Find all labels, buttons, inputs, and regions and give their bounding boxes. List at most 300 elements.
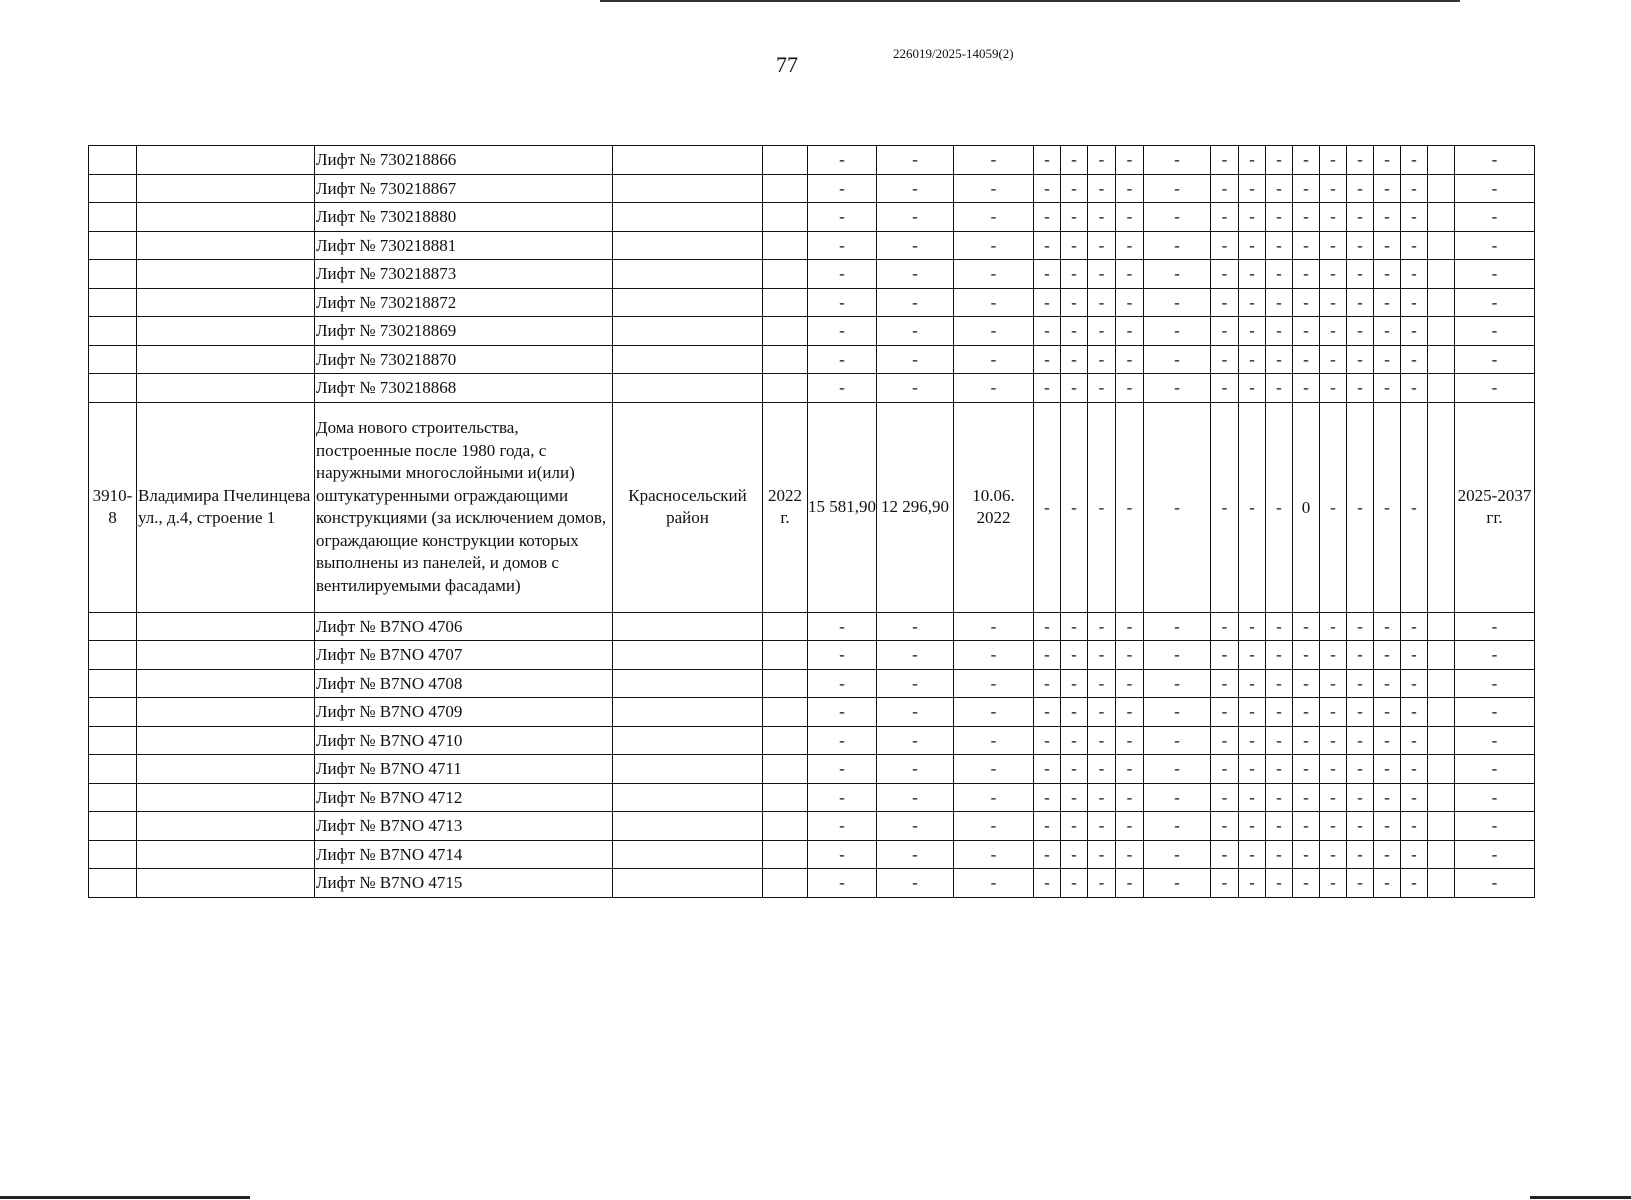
table-cell: - bbox=[808, 146, 877, 175]
table-cell bbox=[1428, 203, 1455, 232]
table-cell: - bbox=[1116, 698, 1144, 727]
table-cell: - bbox=[1144, 669, 1211, 698]
table-cell bbox=[613, 726, 763, 755]
table-cell: - bbox=[1061, 698, 1088, 727]
table-cell: - bbox=[1266, 612, 1293, 641]
table-cell: - bbox=[1088, 612, 1116, 641]
table-cell bbox=[763, 174, 808, 203]
table-cell: - bbox=[1347, 783, 1374, 812]
table-cell: - bbox=[1116, 374, 1144, 403]
table-cell bbox=[89, 755, 137, 784]
table-cell bbox=[1428, 840, 1455, 869]
table-cell bbox=[89, 641, 137, 670]
table-cell: - bbox=[877, 812, 954, 841]
table-cell: - bbox=[1034, 374, 1061, 403]
table-cell: - bbox=[808, 698, 877, 727]
table-cell: - bbox=[877, 755, 954, 784]
table-cell: - bbox=[954, 783, 1034, 812]
object-district: Красносельский район bbox=[613, 402, 763, 612]
table-cell: - bbox=[1088, 174, 1116, 203]
table-cell: - bbox=[1211, 402, 1239, 612]
table-cell bbox=[1428, 612, 1455, 641]
table-cell: - bbox=[1144, 840, 1211, 869]
table-cell bbox=[137, 231, 315, 260]
table-cell: - bbox=[1293, 840, 1320, 869]
table-cell: - bbox=[1144, 260, 1211, 289]
table-cell: - bbox=[1455, 755, 1535, 784]
table-cell: - bbox=[1347, 669, 1374, 698]
table-cell: - bbox=[1144, 783, 1211, 812]
table-cell bbox=[613, 345, 763, 374]
table-cell bbox=[613, 840, 763, 869]
table-cell: - bbox=[1116, 812, 1144, 841]
table-cell: - bbox=[1088, 231, 1116, 260]
table-cell bbox=[613, 203, 763, 232]
table-cell: - bbox=[1116, 146, 1144, 175]
table-cell bbox=[89, 812, 137, 841]
object-year: 2022 г. bbox=[763, 402, 808, 612]
table-cell: - bbox=[1320, 641, 1347, 670]
table-cell: - bbox=[1293, 146, 1320, 175]
table-cell bbox=[89, 612, 137, 641]
table-cell bbox=[137, 374, 315, 403]
table-cell: - bbox=[1293, 288, 1320, 317]
table-cell: - bbox=[877, 840, 954, 869]
table-cell: - bbox=[1293, 317, 1320, 346]
table-cell: - bbox=[1293, 345, 1320, 374]
table-row bbox=[89, 641, 1535, 670]
table-cell: - bbox=[1293, 698, 1320, 727]
table-cell: - bbox=[1144, 231, 1211, 260]
table-cell bbox=[137, 317, 315, 346]
table-cell bbox=[89, 374, 137, 403]
table-cell: - bbox=[1455, 288, 1535, 317]
document-number: 226019/2025-14059(2) bbox=[893, 46, 1014, 61]
table-cell: - bbox=[1088, 203, 1116, 232]
table-cell: - bbox=[1293, 669, 1320, 698]
table-cell: - bbox=[1061, 345, 1088, 374]
table-cell bbox=[763, 374, 808, 403]
table-cell bbox=[89, 783, 137, 812]
object-area-living: 12 296,90 bbox=[877, 402, 954, 612]
table-cell: - bbox=[1144, 402, 1211, 612]
lift-label: Лифт № B7NO 4712 bbox=[315, 783, 613, 812]
table-cell: - bbox=[877, 345, 954, 374]
table-cell: - bbox=[1455, 203, 1535, 232]
table-cell bbox=[137, 840, 315, 869]
table-cell: - bbox=[1239, 288, 1266, 317]
table-cell: - bbox=[877, 146, 954, 175]
table-cell: - bbox=[808, 812, 877, 841]
table-cell: - bbox=[1211, 612, 1239, 641]
table-cell: - bbox=[1034, 317, 1061, 346]
table-cell: - bbox=[1374, 146, 1401, 175]
lift-label: Лифт № B7NO 4715 bbox=[315, 869, 613, 898]
table-cell: - bbox=[1144, 698, 1211, 727]
table-cell: - bbox=[1116, 402, 1144, 612]
table-row bbox=[89, 783, 1535, 812]
table-cell: - bbox=[1116, 726, 1144, 755]
table-cell: - bbox=[1401, 641, 1428, 670]
table-cell bbox=[137, 755, 315, 784]
table-cell: - bbox=[1239, 869, 1266, 898]
table-cell: - bbox=[1401, 840, 1428, 869]
table-cell: - bbox=[1401, 812, 1428, 841]
lift-label: Лифт № 730218872 bbox=[315, 288, 613, 317]
table-row bbox=[89, 260, 1535, 289]
table-cell bbox=[763, 755, 808, 784]
table-cell: - bbox=[954, 146, 1034, 175]
lift-label: Лифт № B7NO 4714 bbox=[315, 840, 613, 869]
table-cell: - bbox=[1088, 345, 1116, 374]
table-cell: - bbox=[1293, 812, 1320, 841]
table-cell: - bbox=[1266, 260, 1293, 289]
table-cell bbox=[1428, 260, 1455, 289]
table-cell bbox=[1428, 869, 1455, 898]
table-cell: - bbox=[1061, 612, 1088, 641]
table-cell: - bbox=[877, 726, 954, 755]
table-cell: - bbox=[1347, 402, 1374, 612]
table-cell: - bbox=[877, 231, 954, 260]
table-cell bbox=[613, 612, 763, 641]
table-cell: - bbox=[1239, 698, 1266, 727]
table-cell: - bbox=[1374, 203, 1401, 232]
table-cell: - bbox=[1401, 260, 1428, 289]
table-cell: - bbox=[1374, 869, 1401, 898]
table-cell: - bbox=[1266, 345, 1293, 374]
table-cell: - bbox=[1401, 374, 1428, 403]
table-cell: - bbox=[1374, 698, 1401, 727]
table-cell: - bbox=[1088, 146, 1116, 175]
table-cell: - bbox=[1347, 869, 1374, 898]
table-cell bbox=[89, 203, 137, 232]
table-row bbox=[89, 698, 1535, 727]
table-cell bbox=[89, 345, 137, 374]
table-cell: - bbox=[808, 203, 877, 232]
table-cell: - bbox=[1144, 203, 1211, 232]
table-cell: - bbox=[1401, 345, 1428, 374]
table-cell: - bbox=[1374, 374, 1401, 403]
table-cell: - bbox=[1455, 698, 1535, 727]
table-cell bbox=[613, 260, 763, 289]
table-cell: - bbox=[1401, 669, 1428, 698]
table-cell bbox=[89, 231, 137, 260]
table-cell: - bbox=[1455, 374, 1535, 403]
table-cell bbox=[1428, 641, 1455, 670]
table-cell: - bbox=[1144, 755, 1211, 784]
table-cell: - bbox=[1034, 174, 1061, 203]
table-cell: - bbox=[1061, 317, 1088, 346]
table-cell: - bbox=[1455, 317, 1535, 346]
table-cell: - bbox=[1320, 869, 1347, 898]
lift-label: Лифт № 730218868 bbox=[315, 374, 613, 403]
lift-label: Лифт № 730218869 bbox=[315, 317, 613, 346]
table-cell: - bbox=[1455, 612, 1535, 641]
table-cell: - bbox=[1266, 755, 1293, 784]
table-cell: - bbox=[1211, 812, 1239, 841]
lift-label: Лифт № B7NO 4706 bbox=[315, 612, 613, 641]
table-cell: - bbox=[1144, 612, 1211, 641]
table-cell: - bbox=[1347, 641, 1374, 670]
table-cell: - bbox=[808, 755, 877, 784]
table-cell: - bbox=[1061, 231, 1088, 260]
table-cell: - bbox=[954, 840, 1034, 869]
table-row bbox=[89, 174, 1535, 203]
table-cell: - bbox=[954, 669, 1034, 698]
table-cell bbox=[137, 612, 315, 641]
table-cell bbox=[1428, 755, 1455, 784]
table-cell: - bbox=[1455, 726, 1535, 755]
table-cell: - bbox=[954, 726, 1034, 755]
table-cell bbox=[89, 669, 137, 698]
table-cell: - bbox=[1239, 612, 1266, 641]
table-cell: - bbox=[1088, 669, 1116, 698]
table-cell: - bbox=[1034, 840, 1061, 869]
table-cell: - bbox=[808, 345, 877, 374]
table-cell: - bbox=[1374, 174, 1401, 203]
table-cell: - bbox=[1293, 203, 1320, 232]
table-cell: - bbox=[1374, 317, 1401, 346]
table-cell: - bbox=[1293, 641, 1320, 670]
table-cell bbox=[89, 726, 137, 755]
table-cell: - bbox=[954, 869, 1034, 898]
table-cell: - bbox=[1239, 317, 1266, 346]
table-cell: - bbox=[1211, 869, 1239, 898]
page-number: 77 bbox=[776, 52, 798, 77]
table-cell: - bbox=[1320, 374, 1347, 403]
table-cell: - bbox=[1211, 317, 1239, 346]
table-cell bbox=[89, 840, 137, 869]
table-cell: - bbox=[1061, 260, 1088, 289]
table-cell: - bbox=[1374, 345, 1401, 374]
table-cell: - bbox=[1401, 174, 1428, 203]
table-cell: - bbox=[1401, 288, 1428, 317]
table-cell bbox=[763, 726, 808, 755]
lift-label: Лифт № B7NO 4711 bbox=[315, 755, 613, 784]
table-cell: - bbox=[1401, 783, 1428, 812]
table-cell: - bbox=[1088, 869, 1116, 898]
table-cell bbox=[137, 260, 315, 289]
table-cell: - bbox=[1116, 612, 1144, 641]
table-cell bbox=[613, 231, 763, 260]
table-cell: - bbox=[1061, 669, 1088, 698]
table-cell: - bbox=[1347, 698, 1374, 727]
table-cell bbox=[763, 812, 808, 841]
table-row bbox=[89, 612, 1535, 641]
table-cell: - bbox=[1320, 231, 1347, 260]
table-cell: - bbox=[1088, 288, 1116, 317]
lift-label: Лифт № B7NO 4707 bbox=[315, 641, 613, 670]
table-cell: - bbox=[1374, 812, 1401, 841]
table-cell: - bbox=[1266, 669, 1293, 698]
lift-label: Лифт № 730218870 bbox=[315, 345, 613, 374]
table-cell bbox=[89, 146, 137, 175]
table-cell bbox=[1428, 317, 1455, 346]
table-cell: - bbox=[1320, 174, 1347, 203]
table-cell: - bbox=[1455, 345, 1535, 374]
table-cell bbox=[613, 755, 763, 784]
table-cell: - bbox=[1266, 641, 1293, 670]
table-cell: - bbox=[954, 231, 1034, 260]
table-cell bbox=[89, 869, 137, 898]
table-cell: - bbox=[1061, 755, 1088, 784]
table-cell: - bbox=[1266, 840, 1293, 869]
table-cell bbox=[137, 174, 315, 203]
table-cell: - bbox=[808, 317, 877, 346]
table-cell: - bbox=[1374, 755, 1401, 784]
table-cell: - bbox=[1116, 260, 1144, 289]
table-cell: - bbox=[1211, 641, 1239, 670]
table-cell bbox=[1428, 698, 1455, 727]
table-cell bbox=[1428, 726, 1455, 755]
table-cell: - bbox=[1088, 812, 1116, 841]
table-cell: - bbox=[1401, 726, 1428, 755]
table-cell: - bbox=[1144, 317, 1211, 346]
table-cell: - bbox=[954, 374, 1034, 403]
object-address: Владимира Пчелинцева ул., д.4, строение 1 bbox=[137, 402, 315, 612]
table-cell: - bbox=[1401, 203, 1428, 232]
object-description: Дома нового строительства, построенные после 1980 года, с наружными многослойными и(или) оштукатуренными ограждающими конструкциями (за исключением домов, ограждающие конструкции которых выполнены из панелей, и домов с вентилируемыми фасадами) bbox=[315, 402, 613, 612]
table-cell: - bbox=[1374, 260, 1401, 289]
table-row bbox=[89, 203, 1535, 232]
table-cell: - bbox=[1211, 840, 1239, 869]
table-cell: - bbox=[954, 755, 1034, 784]
table-cell: - bbox=[808, 869, 877, 898]
table-cell bbox=[763, 231, 808, 260]
table-cell: - bbox=[1347, 345, 1374, 374]
lift-label: Лифт № 730218873 bbox=[315, 260, 613, 289]
table-cell: - bbox=[1116, 317, 1144, 346]
table-cell: - bbox=[877, 641, 954, 670]
table-cell: - bbox=[808, 374, 877, 403]
table-cell bbox=[763, 612, 808, 641]
table-cell bbox=[763, 869, 808, 898]
table-cell bbox=[763, 698, 808, 727]
table-cell: - bbox=[1347, 260, 1374, 289]
table-cell bbox=[137, 641, 315, 670]
table-cell bbox=[1428, 783, 1455, 812]
table-cell: - bbox=[808, 726, 877, 755]
table-cell bbox=[613, 641, 763, 670]
table-cell: - bbox=[1347, 203, 1374, 232]
table-cell: - bbox=[877, 288, 954, 317]
lift-label: Лифт № 730218880 bbox=[315, 203, 613, 232]
table-cell: - bbox=[1116, 288, 1144, 317]
table-row bbox=[89, 288, 1535, 317]
table-cell: - bbox=[1293, 612, 1320, 641]
table-cell: - bbox=[877, 374, 954, 403]
table-cell: - bbox=[1088, 402, 1116, 612]
table-cell: - bbox=[1293, 755, 1320, 784]
table-cell: - bbox=[1061, 174, 1088, 203]
table-cell: - bbox=[1034, 869, 1061, 898]
table-cell: - bbox=[1144, 345, 1211, 374]
table-cell bbox=[1428, 174, 1455, 203]
table-cell: - bbox=[1401, 402, 1428, 612]
table-row bbox=[89, 669, 1535, 698]
table-cell: - bbox=[1239, 641, 1266, 670]
table-cell bbox=[137, 869, 315, 898]
table-cell: - bbox=[1266, 203, 1293, 232]
table-cell bbox=[613, 317, 763, 346]
table-cell: - bbox=[1116, 783, 1144, 812]
table-cell: - bbox=[1320, 146, 1347, 175]
table-cell: - bbox=[1455, 641, 1535, 670]
table-cell: - bbox=[1374, 641, 1401, 670]
table-row bbox=[89, 812, 1535, 841]
table-cell: - bbox=[1034, 726, 1061, 755]
table-cell: - bbox=[1061, 641, 1088, 670]
table-cell: - bbox=[1320, 726, 1347, 755]
table-row bbox=[89, 374, 1535, 403]
table-cell: - bbox=[1347, 231, 1374, 260]
table-cell bbox=[763, 783, 808, 812]
table-cell: - bbox=[1374, 288, 1401, 317]
table-cell: - bbox=[1034, 812, 1061, 841]
table-cell: - bbox=[1266, 698, 1293, 727]
table-cell: - bbox=[1266, 726, 1293, 755]
table-cell: - bbox=[1144, 288, 1211, 317]
table-cell: - bbox=[1034, 755, 1061, 784]
table-cell: - bbox=[1116, 174, 1144, 203]
table-cell: - bbox=[1211, 374, 1239, 403]
table-cell: - bbox=[1374, 840, 1401, 869]
table-cell: - bbox=[1266, 231, 1293, 260]
table-cell: - bbox=[1211, 345, 1239, 374]
table-cell: - bbox=[1320, 260, 1347, 289]
table-cell: - bbox=[954, 174, 1034, 203]
table-cell bbox=[137, 288, 315, 317]
table-cell: - bbox=[1320, 288, 1347, 317]
table-cell: - bbox=[1144, 641, 1211, 670]
table-cell bbox=[137, 203, 315, 232]
table-cell: - bbox=[1347, 374, 1374, 403]
table-cell: - bbox=[1061, 374, 1088, 403]
table-cell: - bbox=[1455, 260, 1535, 289]
table-cell: - bbox=[1266, 869, 1293, 898]
table-cell: - bbox=[1374, 669, 1401, 698]
table-cell: - bbox=[1320, 755, 1347, 784]
table-cell: - bbox=[1320, 317, 1347, 346]
table-cell: - bbox=[808, 260, 877, 289]
table-cell: - bbox=[877, 317, 954, 346]
table-cell: - bbox=[1239, 840, 1266, 869]
object-zero-value: 0 bbox=[1293, 402, 1320, 612]
table-cell bbox=[1428, 231, 1455, 260]
table-cell: - bbox=[1088, 840, 1116, 869]
table-row bbox=[89, 869, 1535, 898]
table-cell: - bbox=[1239, 755, 1266, 784]
table-cell: - bbox=[1374, 783, 1401, 812]
table-cell bbox=[1428, 669, 1455, 698]
table-cell bbox=[763, 146, 808, 175]
table-cell: - bbox=[1116, 869, 1144, 898]
table-row bbox=[89, 755, 1535, 784]
object-date: 10.06. 2022 bbox=[954, 402, 1034, 612]
table-cell: - bbox=[1374, 231, 1401, 260]
table-cell: - bbox=[1401, 755, 1428, 784]
table-cell: - bbox=[877, 783, 954, 812]
lift-label: Лифт № B7NO 4713 bbox=[315, 812, 613, 841]
table-cell: - bbox=[1347, 288, 1374, 317]
table-cell: - bbox=[1455, 669, 1535, 698]
object-id: 3910-8 bbox=[89, 402, 137, 612]
table-cell: - bbox=[1266, 317, 1293, 346]
table-cell: - bbox=[1239, 812, 1266, 841]
table-cell: - bbox=[1374, 402, 1401, 612]
table-cell: - bbox=[1144, 869, 1211, 898]
table-cell: - bbox=[1347, 812, 1374, 841]
